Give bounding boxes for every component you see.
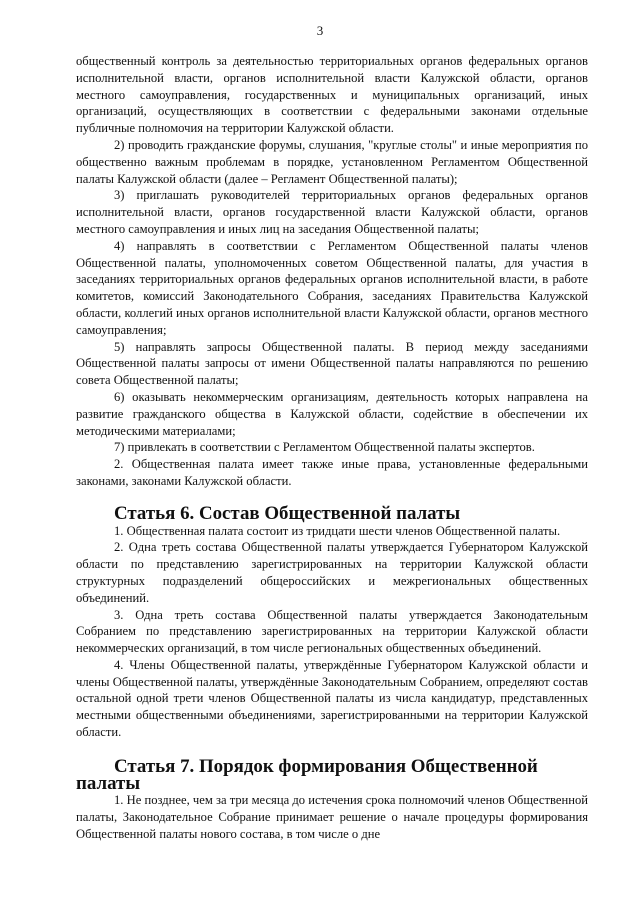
paragraph-part-2: 2. Общественная палата имеет также иные права, установленные федеральными законами, законами Калужской области.: [76, 457, 588, 488]
paragraph-item-3: 3) приглашать руководителей территориальных органов федеральных органов исполнительной власти, органов государственной власти Калужской области, органов местного самоуправления и иных лиц на заседания Общественной палаты;: [76, 188, 588, 236]
article-6-heading: Статья 6. Состав Общественной палаты: [114, 502, 461, 524]
paragraph-item-6: 6) оказывать некоммерческим организациям, деятельность которых направлена на развитие гражданского общества в Калужской области, содействие в обеспечении их методическими материалами;: [76, 389, 588, 438]
article-6-paragraph-3: 3. Одна треть состава Общественной палаты утверждается Законодательным Собранием по представлению зарегистрированных на территории Калужской области некоммерческих организаций, в том числе региональных общественных объединений.: [76, 607, 588, 656]
article-6-paragraph-2: 2. Одна треть состава Общественной палаты утверждается Губернатором Калужской области по представлению зарегистрированных на территории Калужской области структурных подразделений общероссийских и межрегиональных общественных объединений.: [76, 540, 588, 605]
paragraph-item-2: 2) проводить гражданские форумы, слушания, "круглые столы" и иные мероприятия по общественно важным проблемам в порядке, установленном Регламентом Общественной палаты Калужской области (далее – Регламент Общественной палаты);: [76, 137, 588, 186]
article-7-heading: Статья 7. Порядок формирования Общественной палаты: [76, 755, 538, 794]
page-number: 3: [316, 23, 324, 38]
article-6-paragraph-4: 4. Члены Общественной палаты, утверждённые Губернатором Калужской области и члены Общественной палаты, утверждённые Законодательным Собранием, определяют состав остальной одной трети членов Общественной палаты из числа кандидатур, представленных местными общественными объединениями, зарегистрированными на территории Калужской области.: [76, 657, 588, 740]
body-text: [76, 53, 588, 843]
paragraph-item-5: 5) направлять запросы Общественной палаты. В период между заседаниями Общественной палаты запросы от имени Общественной палаты направляются по решению совета Общественной палаты;: [76, 339, 588, 388]
article-7-paragraph-1: 1. Не позднее, чем за три месяца до истечения срока полномочий членов Общественной палаты, Законодательное Собрание принимает решение о начале процедуры формирования Общественной палаты нового состава, в том числе о дне: [76, 793, 588, 842]
paragraph-item-7: 7) привлекать в соответствии с Регламентом Общественной палаты экспертов.: [114, 440, 535, 455]
article-6-paragraph-1: 1. Общественная палата состоит из тридцати шести членов Общественной палаты.: [114, 523, 561, 538]
paragraph-continuation: общественный контроль за деятельностью территориальных органов федеральных органов исполнительной власти, органов исполнительной власти Калужской области, органов местного самоуправления, государственных и муниципальных организаций, иных организаций, осуществляющих в соответствии с федеральными законами отдельные публичные полномочия на территории Калужской области.: [76, 54, 588, 136]
paragraph-item-4: 4) направлять в соответствии с Регламентом Общественной палаты членов Общественной палаты, уполномоченных советом Общественной палаты, для участия в заседаниях территориальных органов федеральных органов исполнительной власти, в работе комитетов, комиссий Законодательного Собрания, заседаниях Правительства Калужской области, коллегий иных органов исполнительной власти Калужской области, органов местного самоуправления;: [76, 238, 588, 337]
